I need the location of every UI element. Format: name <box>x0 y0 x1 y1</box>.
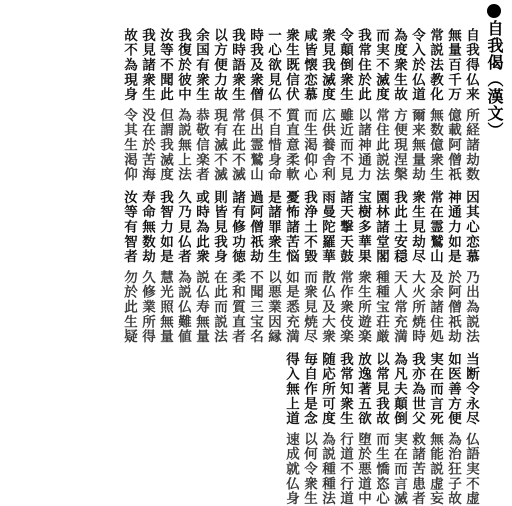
verse-line: 而生憍恣心 <box>373 432 389 506</box>
verse-line: 而生渇仰心 <box>301 108 317 182</box>
verse-line: 随応所可度 <box>319 352 335 426</box>
verse-line: 寿命無数劫 <box>139 190 155 264</box>
sutra-title: 自我偈（漢文） <box>485 20 504 139</box>
verse-line: 但謂我滅度 <box>157 108 173 182</box>
verse-line: 汝等不聞此 <box>157 28 173 102</box>
verse-line: 放逸著五欲 <box>355 352 371 426</box>
verse-line: 説仏寿無量 <box>193 270 209 344</box>
verse-line: 乃出為説法 <box>463 270 479 344</box>
verse-line: 得入無上道 <box>283 352 299 426</box>
verse-line: 現有滅不滅 <box>211 108 227 182</box>
verse-line: 諸天撃天鼓 <box>337 190 353 264</box>
verse-line: 我常知衆生 <box>337 352 353 426</box>
verse-line: 億載阿僧祇 <box>445 108 461 182</box>
verse-line: 毎自作是念 <box>301 352 317 426</box>
verse-line: 久乃見仏者 <box>175 190 191 264</box>
verse-line: 令顛倒衆生 <box>337 28 353 102</box>
verse-line: 憂怖諸苦悩 <box>283 190 299 264</box>
verse-line: 諸有修功徳 <box>229 190 245 264</box>
verse-line: 余国有衆生 <box>193 28 209 102</box>
verse-line: 為説無上法 <box>175 108 191 182</box>
verse-line: 以諸神通力 <box>355 108 371 182</box>
verse-line: 救諸苦患者 <box>409 432 425 506</box>
verse-line: 我常住於此 <box>355 28 371 102</box>
verse-line: 宝樹多華果 <box>355 190 371 264</box>
verse-line: 散仏及大衆 <box>319 270 335 344</box>
verse-line: 我智力如是 <box>157 190 173 264</box>
verse-line: 当断令永尽 <box>463 352 479 426</box>
verse-line: 質直意柔軟 <box>283 108 299 182</box>
verse-line: 倶出霊鷲山 <box>247 108 263 182</box>
sutra-heading <box>482 4 506 139</box>
verse-line: 為治狂子故 <box>445 432 461 506</box>
verse-line: 以何令衆生 <box>301 432 317 506</box>
verse-line: 慧光照無量 <box>157 270 173 344</box>
verse-line: 在此而説法 <box>211 270 227 344</box>
verse-line: 如医善方便 <box>445 352 461 426</box>
verse-line: 為説種種法 <box>319 432 335 506</box>
verse-line: 我時語衆生 <box>229 28 245 102</box>
verse-line: 令入於仏道 <box>409 28 425 102</box>
verse-line: 勿於此生疑 <box>121 270 137 344</box>
verse-line: 行道不行道 <box>337 432 353 506</box>
verse-line: 爾来無量劫 <box>409 108 425 182</box>
verse-line: 故不為現身 <box>121 28 137 102</box>
verse-line: 則皆見我身 <box>211 190 227 264</box>
verse-line: 常在霊鷲山 <box>427 190 443 264</box>
verse-line: 不自惜身命 <box>265 108 281 182</box>
verse-line: 衆生既信伏 <box>283 28 299 102</box>
verse-line: 無量百千万 <box>445 28 461 102</box>
verse-line: 於阿僧祇劫 <box>445 270 461 344</box>
verse-line: 而実不滅度 <box>373 28 389 102</box>
verse-line: 我浄土不毀 <box>301 190 317 264</box>
verse-line: 衆生見劫尽 <box>409 190 425 264</box>
verse-line: 我復於彼中 <box>175 28 191 102</box>
verse-line: 以方便力故 <box>211 28 227 102</box>
verse-line: 為凡夫顛倒 <box>391 352 407 426</box>
verse-line: 咸皆懐恋慕 <box>301 28 317 102</box>
verse-line: 是諸罪衆生 <box>265 190 281 264</box>
verse-line: 堕於悪道中 <box>355 432 371 506</box>
verse-line: 常在此不滅 <box>229 108 245 182</box>
verse-line: 常作衆伎楽 <box>337 270 353 344</box>
bullet-dot-icon <box>487 4 501 18</box>
verse-line: 我見諸衆生 <box>139 28 155 102</box>
verse-line: 衆生所遊楽 <box>355 270 371 344</box>
verse-line: 一心欲見仏 <box>265 28 281 102</box>
verse-line: 雨曼陀羅華 <box>319 190 335 264</box>
verse-line: 大火所焼時 <box>409 270 425 344</box>
verse-line: 速成就仏身 <box>283 432 299 506</box>
verse-line: 我此土安穏 <box>391 190 407 264</box>
verse-line: 方便現涅槃 <box>391 108 407 182</box>
verse-line: 実在而言死 <box>427 352 443 426</box>
verse-line: 過阿僧祇劫 <box>247 190 263 264</box>
verse-line: 仏語実不虚 <box>463 432 479 506</box>
verse-line: 無数億衆生 <box>427 108 443 182</box>
verse-line: 常住此説法 <box>373 108 389 182</box>
verse-line: 以常見我故 <box>373 352 389 426</box>
verse-line: 雖近而不見 <box>337 108 353 182</box>
verse-line: 柔和質直者 <box>229 270 245 344</box>
verse-line: 広供養舎利 <box>319 108 335 182</box>
verse-line: 因其心恋慕 <box>463 190 479 264</box>
verse-line: 而衆見焼尽 <box>301 270 317 344</box>
verse-line: 没在於苦海 <box>139 108 155 182</box>
verse-line: 久修業所得 <box>139 270 155 344</box>
verse-line: 所経諸劫数 <box>463 108 479 182</box>
verse-line: 衆見我滅度 <box>319 28 335 102</box>
verse-line: 以悪業因縁 <box>265 270 281 344</box>
verse-line: 神通力如是 <box>445 190 461 264</box>
verse-line: 時我及衆僧 <box>247 28 263 102</box>
verse-line: 為説仏難値 <box>175 270 191 344</box>
verse-line: 天人常充満 <box>391 270 407 344</box>
verse-line: 園林諸堂閣 <box>373 190 389 264</box>
verse-line: 或時為此衆 <box>193 190 209 264</box>
verse-line: 種種宝荘厳 <box>373 270 389 344</box>
verse-line: 常説法教化 <box>427 28 443 102</box>
verse-line: 令其生渇仰 <box>121 108 137 182</box>
verse-line: 実在而言滅 <box>391 432 407 506</box>
verse-line: 如是悉充満 <box>283 270 299 344</box>
verse-line: 無能説虚妄 <box>427 432 443 506</box>
verse-line: 自我得仏来 <box>463 28 479 102</box>
verse-line: 及余諸住処 <box>427 270 443 344</box>
verse-line: 為度衆生故 <box>391 28 407 102</box>
verse-line: 不聞三宝名 <box>247 270 263 344</box>
verse-line: 汝等有智者 <box>121 190 137 264</box>
verse-line: 我亦為世父 <box>409 352 425 426</box>
verse-line: 恭敬信楽者 <box>193 108 209 182</box>
